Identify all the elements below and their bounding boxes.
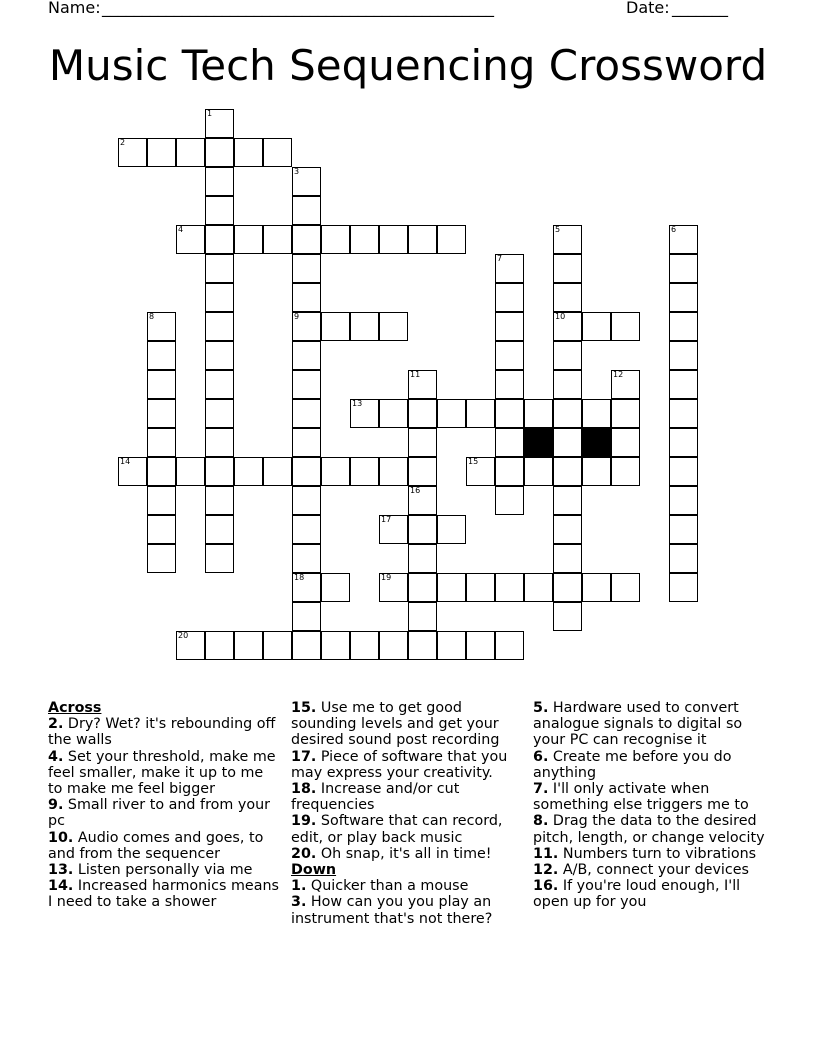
clue-item-text: Increased harmonics means I need to take a shower: [48, 878, 279, 911]
clue-number: 12: [613, 370, 624, 379]
grid-cell[interactable]: [553, 370, 582, 399]
grid-cell[interactable]: [437, 515, 466, 544]
grid-cell[interactable]: [350, 312, 379, 341]
grid-cell[interactable]: [553, 544, 582, 573]
grid-cell[interactable]: [495, 283, 524, 312]
clue-item: [291, 700, 523, 749]
grid-cell[interactable]: [553, 573, 582, 602]
grid-cell[interactable]: [524, 457, 553, 486]
grid-cell[interactable]: [669, 399, 698, 428]
grid-cell[interactable]: [147, 486, 176, 515]
grid-cell[interactable]: [611, 370, 640, 399]
grid-cell[interactable]: [669, 341, 698, 370]
grid-cell[interactable]: [669, 428, 698, 457]
clues-column-1: [48, 700, 280, 911]
grid-cell[interactable]: [350, 399, 379, 428]
grid-cell[interactable]: [611, 312, 640, 341]
clue-item: [291, 894, 523, 926]
grid-cell[interactable]: [495, 631, 524, 660]
clue-item: [533, 878, 773, 910]
clue-item-text: Hardware used to convert analogue signals to digital so your PC can recognise it: [533, 700, 743, 749]
black-cell: [582, 428, 611, 457]
grid-cell[interactable]: [147, 428, 176, 457]
grid-cell[interactable]: [147, 399, 176, 428]
grid-cell[interactable]: [292, 283, 321, 312]
clues-column-3: [533, 700, 773, 911]
grid-cell[interactable]: [205, 109, 234, 138]
grid-cell[interactable]: [524, 573, 553, 602]
grid-cell[interactable]: [147, 138, 176, 167]
clue-item-number: 9.: [48, 797, 64, 814]
grid-cell[interactable]: [466, 457, 495, 486]
clue-item-number: 5.: [533, 700, 549, 716]
clue-number: 19: [381, 573, 392, 582]
grid-cell[interactable]: [408, 486, 437, 515]
clue-item: [533, 862, 773, 878]
clue-item-number: 17.: [291, 748, 317, 765]
grid-cell[interactable]: [205, 283, 234, 312]
clue-number: 14: [120, 457, 131, 466]
grid-cell[interactable]: [350, 631, 379, 660]
clue-item-number: 18.: [291, 781, 317, 798]
grid-cell[interactable]: [205, 399, 234, 428]
clue-number: 4: [178, 225, 184, 234]
grid-cell[interactable]: [495, 428, 524, 457]
grid-cell[interactable]: [553, 486, 582, 515]
clue-item: [533, 813, 773, 845]
clue-number: 7: [497, 254, 503, 263]
grid-cell[interactable]: [118, 457, 147, 486]
clue-item-number: 1.: [291, 878, 307, 895]
grid-cell[interactable]: [553, 254, 582, 283]
grid-cell[interactable]: [234, 457, 263, 486]
grid-cell[interactable]: [234, 225, 263, 254]
clue-item-number: 7.: [533, 781, 549, 798]
grid-cell[interactable]: [669, 254, 698, 283]
grid-cell[interactable]: [292, 486, 321, 515]
grid-cell[interactable]: [205, 138, 234, 167]
clue-item-text: Quicker than a mouse: [306, 878, 469, 895]
grid-cell[interactable]: [205, 254, 234, 283]
name-label: Name:: [48, 0, 101, 17]
grid-cell[interactable]: [379, 515, 408, 544]
clue-item-text: Use me to get good sounding levels and get your desired sound post recording: [291, 700, 500, 749]
clue-number: 20: [178, 631, 189, 640]
clue-item: [291, 813, 523, 845]
grid-cell[interactable]: [292, 196, 321, 225]
date-label: Date:: [626, 0, 670, 17]
grid-cell[interactable]: [292, 254, 321, 283]
grid-cell[interactable]: [147, 515, 176, 544]
clue-item-number: 10.: [48, 829, 74, 846]
clue-item-number: 20.: [291, 845, 317, 862]
grid-cell[interactable]: [263, 457, 292, 486]
grid-cell[interactable]: [292, 573, 321, 602]
grid-cell[interactable]: [669, 312, 698, 341]
grid-cell[interactable]: [611, 457, 640, 486]
grid-cell[interactable]: [205, 631, 234, 660]
grid-cell[interactable]: [669, 544, 698, 573]
clue-number: 6: [671, 225, 677, 234]
grid-cell[interactable]: [553, 341, 582, 370]
clue-item-text: A/B, connect your devices: [558, 862, 750, 879]
clue-item-text: How can you you play an instrument that's not there?: [291, 894, 493, 927]
grid-cell[interactable]: [234, 138, 263, 167]
grid-cell[interactable]: [553, 225, 582, 254]
across-heading: Across: [48, 700, 102, 716]
grid-cell[interactable]: [669, 573, 698, 602]
grid-cell[interactable]: [408, 428, 437, 457]
clue-number: 9: [294, 312, 300, 321]
clue-item: [533, 700, 773, 749]
grid-cell[interactable]: [118, 138, 147, 167]
grid-cell[interactable]: [292, 515, 321, 544]
grid-cell[interactable]: [553, 457, 582, 486]
grid-cell[interactable]: [466, 573, 495, 602]
clue-item: [48, 716, 280, 748]
clue-item: [48, 830, 280, 862]
grid-cell[interactable]: [437, 399, 466, 428]
grid-cell[interactable]: [292, 370, 321, 399]
clue-item-number: 11.: [533, 845, 559, 862]
grid-cell[interactable]: [437, 225, 466, 254]
grid-cell[interactable]: [292, 312, 321, 341]
clue-item-number: 8.: [533, 813, 549, 830]
clue-item-number: 13.: [48, 862, 74, 879]
clue-number: 11: [410, 370, 421, 379]
grid-cell[interactable]: [553, 428, 582, 457]
grid-cell[interactable]: [147, 341, 176, 370]
clue-item-text: Piece of software that you may express your creativity.: [291, 748, 508, 781]
grid-cell[interactable]: [321, 225, 350, 254]
grid-cell[interactable]: [408, 515, 437, 544]
grid-cell[interactable]: [437, 573, 466, 602]
grid-cell[interactable]: [553, 399, 582, 428]
clue-number: 3: [294, 167, 300, 176]
grid-cell[interactable]: [669, 486, 698, 515]
grid-cell[interactable]: [292, 602, 321, 631]
grid-cell[interactable]: [263, 225, 292, 254]
grid-cell[interactable]: [553, 312, 582, 341]
grid-cell[interactable]: [495, 486, 524, 515]
clue-item: [533, 749, 773, 781]
grid-cell[interactable]: [466, 399, 495, 428]
grid-cell[interactable]: [408, 544, 437, 573]
grid-cell[interactable]: [147, 370, 176, 399]
grid-cell[interactable]: [205, 428, 234, 457]
grid-cell[interactable]: [321, 312, 350, 341]
grid-cell[interactable]: [205, 312, 234, 341]
grid-cell[interactable]: [176, 631, 205, 660]
grid-cell[interactable]: [553, 515, 582, 544]
clue-number: 17: [381, 515, 392, 524]
clue-item: [48, 862, 280, 878]
grid-cell[interactable]: [147, 457, 176, 486]
grid-cell[interactable]: [205, 341, 234, 370]
grid-cell[interactable]: [553, 602, 582, 631]
grid-cell[interactable]: [669, 283, 698, 312]
grid-cell[interactable]: [350, 457, 379, 486]
grid-cell[interactable]: [350, 225, 379, 254]
grid-cell[interactable]: [669, 370, 698, 399]
grid-cell[interactable]: [582, 457, 611, 486]
grid-cell[interactable]: [669, 225, 698, 254]
clue-item: [48, 878, 280, 910]
clue-item-number: 19.: [291, 813, 317, 830]
clue-item-text: Listen personally via me: [73, 862, 253, 879]
grid-cell[interactable]: [495, 573, 524, 602]
grid-cell[interactable]: [611, 399, 640, 428]
clue-number: 2: [120, 138, 126, 147]
grid-cell[interactable]: [408, 573, 437, 602]
grid-cell[interactable]: [408, 225, 437, 254]
clue-item-number: 6.: [533, 748, 549, 765]
grid-cell[interactable]: [263, 138, 292, 167]
clue-number: 5: [555, 225, 561, 234]
grid-cell[interactable]: [205, 544, 234, 573]
clue-number: 8: [149, 312, 155, 321]
clue-item-text: If you're loud enough, I'll open up for you: [533, 878, 741, 911]
grid-cell[interactable]: [292, 399, 321, 428]
clue-item: [533, 846, 773, 862]
grid-cell[interactable]: [408, 602, 437, 631]
grid-cell[interactable]: [611, 428, 640, 457]
clues-column-2: [291, 700, 523, 927]
grid-cell[interactable]: [147, 544, 176, 573]
grid-cell[interactable]: [379, 573, 408, 602]
grid-cell[interactable]: [495, 399, 524, 428]
grid-cell[interactable]: [263, 631, 292, 660]
black-cell: [524, 428, 553, 457]
grid-cell[interactable]: [379, 399, 408, 428]
name-blank: _________________________________________________: [102, 0, 494, 17]
clue-item: [48, 749, 280, 798]
grid-cell[interactable]: [205, 196, 234, 225]
grid-cell[interactable]: [321, 631, 350, 660]
grid-cell[interactable]: [176, 225, 205, 254]
grid-cell[interactable]: [292, 167, 321, 196]
grid-cell[interactable]: [292, 457, 321, 486]
grid-cell[interactable]: [379, 457, 408, 486]
clue-item: [291, 878, 523, 894]
clue-item-text: Software that can record, edit, or play back music: [291, 813, 503, 846]
clue-item-text: Oh snap, it's all in time!: [316, 845, 492, 862]
clue-item-text: Small river to and from your pc: [48, 797, 271, 830]
grid-cell[interactable]: [176, 457, 205, 486]
grid-cell[interactable]: [495, 370, 524, 399]
clue-item: [48, 797, 280, 829]
clue-item-text: Audio comes and goes, to and from the sequencer: [48, 829, 264, 862]
grid-cell[interactable]: [495, 457, 524, 486]
grid-cell[interactable]: [408, 370, 437, 399]
grid-cell[interactable]: [205, 515, 234, 544]
clue-item-number: 15.: [291, 700, 317, 716]
grid-cell[interactable]: [408, 457, 437, 486]
grid-cell[interactable]: [205, 225, 234, 254]
clue-item-text: Set your threshold, make me feel smaller, make it up to me to make me feel bigger: [48, 748, 276, 798]
grid-cell[interactable]: [495, 341, 524, 370]
grid-cell[interactable]: [611, 573, 640, 602]
clue-number: 13: [352, 399, 363, 408]
clue-item-number: 4.: [48, 748, 64, 765]
clue-item-text: I'll only activate when something else triggers me to: [533, 781, 749, 814]
clue-item-text: Dry? Wet? it's rebounding off the walls: [48, 716, 276, 749]
grid-cell[interactable]: [582, 399, 611, 428]
grid-cell[interactable]: [205, 486, 234, 515]
grid-cell[interactable]: [321, 573, 350, 602]
clue-item: [533, 781, 773, 813]
grid-cell[interactable]: [379, 631, 408, 660]
grid-cell[interactable]: [292, 225, 321, 254]
grid-cell[interactable]: [408, 631, 437, 660]
grid-cell[interactable]: [524, 399, 553, 428]
clue-number: 10: [555, 312, 566, 321]
grid-cell[interactable]: [495, 254, 524, 283]
grid-cell[interactable]: [292, 341, 321, 370]
grid-cell[interactable]: [466, 631, 495, 660]
clue-item: [291, 749, 523, 781]
clue-item-number: 14.: [48, 878, 74, 895]
clue-number: 18: [294, 573, 305, 582]
grid-cell[interactable]: [205, 167, 234, 196]
grid-cell[interactable]: [582, 312, 611, 341]
clue-number: 16: [410, 486, 421, 495]
grid-cell[interactable]: [553, 283, 582, 312]
grid-cell[interactable]: [495, 312, 524, 341]
clue-item-number: 12.: [533, 862, 559, 879]
grid-cell[interactable]: [669, 457, 698, 486]
grid-cell[interactable]: [147, 312, 176, 341]
grid-cell[interactable]: [292, 631, 321, 660]
clue-item-number: 3.: [291, 894, 307, 911]
clue-item-number: 16.: [533, 878, 559, 895]
grid-cell[interactable]: [408, 399, 437, 428]
clue-item-text: Increase and/or cut frequencies: [291, 781, 460, 814]
grid-cell[interactable]: [292, 428, 321, 457]
grid-cell[interactable]: [669, 515, 698, 544]
grid-cell[interactable]: [176, 138, 205, 167]
clue-item-text: Create me before you do anything: [533, 748, 732, 781]
clue-number: 15: [468, 457, 479, 466]
clue-number: 1: [207, 109, 213, 118]
grid-cell[interactable]: [292, 544, 321, 573]
down-heading: Down: [291, 862, 337, 879]
clue-item-number: 2.: [48, 716, 64, 733]
date-blank: _______: [672, 0, 728, 17]
clue-item-text: Drag the data to the desired pitch, length, or change velocity: [533, 813, 765, 846]
grid-cell[interactable]: [205, 457, 234, 486]
grid-cell[interactable]: [205, 370, 234, 399]
grid-cell[interactable]: [582, 573, 611, 602]
grid-cell[interactable]: [437, 631, 466, 660]
grid-cell[interactable]: [379, 312, 408, 341]
grid-cell[interactable]: [321, 457, 350, 486]
clue-item: [291, 846, 523, 862]
grid-cell[interactable]: [234, 631, 263, 660]
grid-cell[interactable]: [379, 225, 408, 254]
clue-item: [291, 781, 523, 813]
clue-item-text: Numbers turn to vibrations: [558, 845, 757, 862]
page-title: Music Tech Sequencing Crossword: [48, 41, 768, 90]
